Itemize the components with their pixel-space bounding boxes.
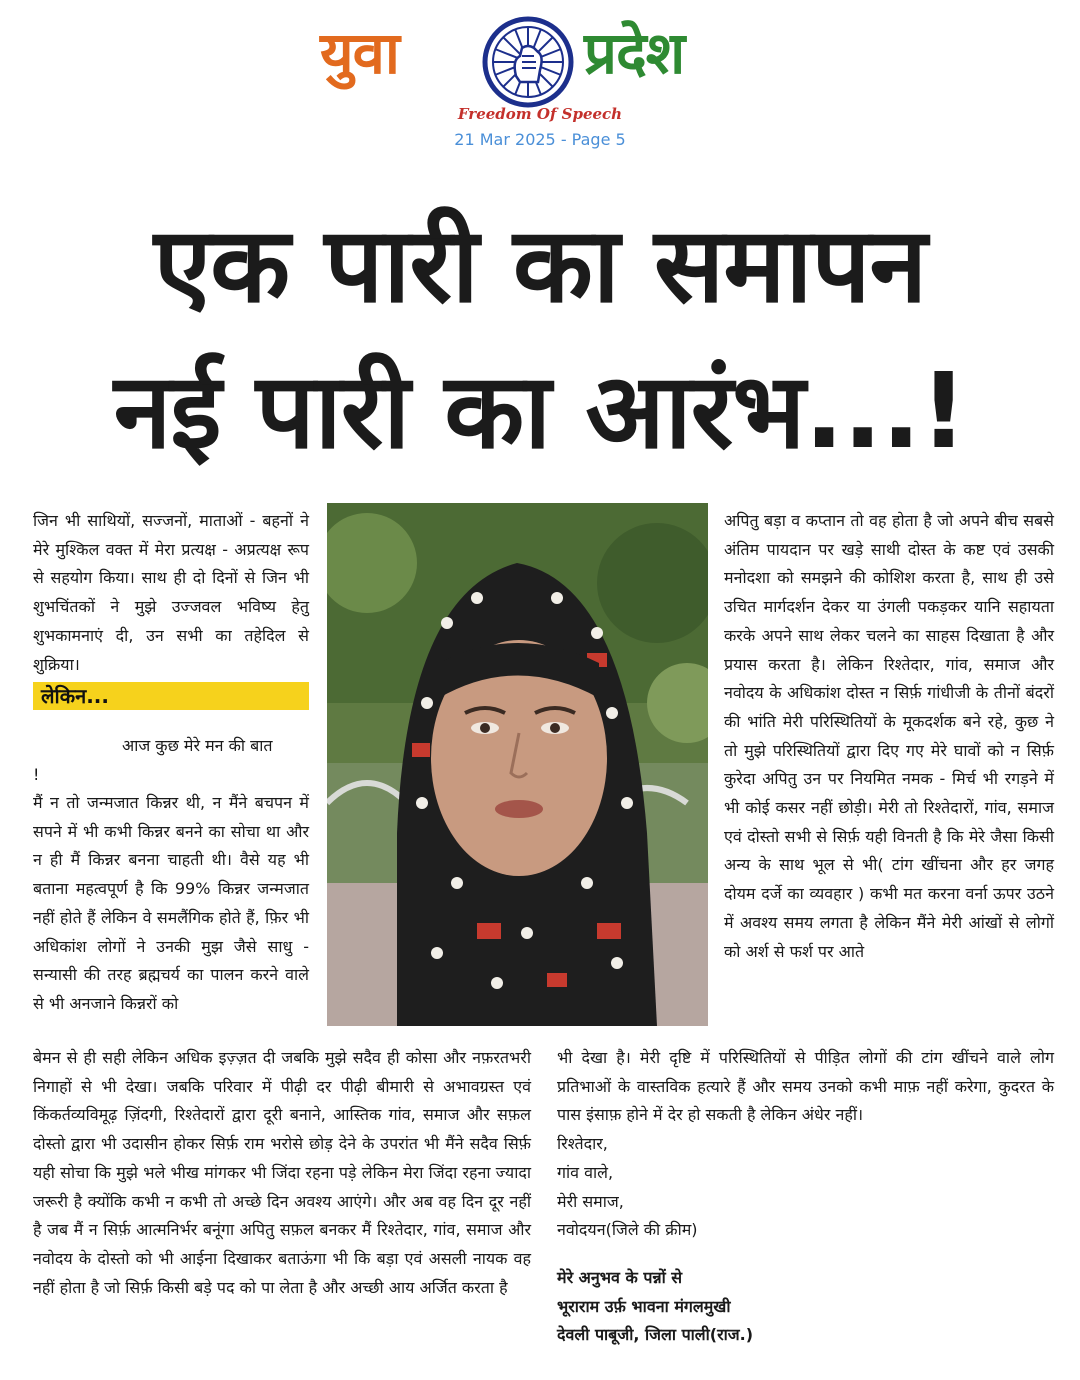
brand-name-right: प्रदेश [584, 19, 685, 87]
page-info: 21 Mar 2025 - Page 5 [454, 130, 626, 149]
intro-paragraph: जिन भी साथियों, सज्जनों, माताओं - बहनों ने मेरे मुश्किल वक्त में मेरा प्रत्यक्ष - अप्रत्यक्ष रूप से सहयोग किया। साथ ही दो दिनों से जिन भी शुभचिंतकों ने मुझे उज्जवल भविष्य हेतु शुभकामनाएं दी, उन सभी का तहेदिल से शुक्रिया। [33, 511, 309, 674]
exclamation: ! [33, 765, 40, 784]
signature-line: मेरे अनुभव के पन्नों से [557, 1268, 683, 1287]
highlight-label: लेकिन... [33, 682, 309, 710]
headline-line-2: नई पारी का आरंभ...! [113, 350, 967, 472]
wide-right-block [557, 1044, 1054, 1245]
body-paragraph: मैं न तो जन्मजात किन्नर थी, न मैंने बचपन में सपने में भी कभी किन्नर बनने का सोचा था और न ही मैं किन्नर बनना चाहती थी। वैसे यह भी बताना महत्वपूर्ण है कि 99% किन्नर जन्मजात नहीं होते हैं लेकिन वे समलैंगिक होते हैं, फ़िर भी अधिकांश लोगों ने उनकी मुझ जैसे साधु - सन्यासी की तरह ब्रह्मचर्य का पालन करने वाले से भी अनजाने किन्नरों को [33, 793, 309, 1013]
addressee-line: मेरी समाज, [557, 1191, 624, 1211]
headline [20, 192, 1060, 484]
mann-ki-baat: आज कुछ मेरे मन की बात [122, 736, 273, 755]
wide-left-paragraph: बेमन से ही सही लेकिन अधिक इज़्ज़त दी जबकि मुझे सदैव ही कोसा और नफ़रतभरी निगाहों से भी देखा। जबकि परिवार में पीढ़ी दर पीढ़ी बीमारी से अभावग्रस्त एवं किंकर्तव्यविमूढ़ ज़िंदगी, रिश्तेदारों द्वारा दूरी बनाने, आस्तिक गांव, समाज और सफ़ल दोस्तो द्वारा भी उदासीन होकर सिर्फ़ राम भरोसे छोड़ देने के उपरांत भी मैंने सदैव सिर्फ़ यही सोचा कि मुझे भले भीख मांगकर भी जिंदा रहना पड़े लेकिन मेरा जिंदा रहना ज्यादा जरूरी है क्योंकि कभी न कभी तो अच्छे दिन अवश्य आएंगे। और अब वह दिन दूर नहीं है जब मैं न सिर्फ़ आत्मनिर्भर बनूंगा अपितु सफ़ल बनकर मैं रिश्तेदार, गांव, समाज और नवोदय के दोस्तो को भी आईना दिखाकर बताऊंगा भी कि बड़ा एवं असली नायक वह नहीं होता है जो सिर्फ़ किसी बड़े पद को पा लेता है और अच्छी आय अर्जित करता है [33, 1048, 531, 1297]
addressee-line: रिश्तेदार, [557, 1134, 608, 1154]
signature-name: भूराराम उर्फ़ भावना मंगलमुखी [557, 1296, 731, 1316]
ashoka-chakra-fist-icon [482, 16, 574, 108]
wide-right-paragraph: भी देखा है। मेरी दृष्टि में परिस्थितियों से पीड़ित लोगों की टांग खींचने वाले लोग प्रतिभाओं के वास्तविक हत्यारे हैं और समय उनको कभी माफ़ नहीं करेगा, कुदरत के पास इंसाफ़ होने में देर हो सकती है लेकिन अंधेर नहीं। [557, 1048, 1054, 1125]
masthead [318, 0, 762, 130]
addressee-line: नवोदयन(जिले की क्रीम) [557, 1220, 698, 1240]
portrait-photo [327, 503, 708, 1026]
headline-line-1: एक पारी का समापन [153, 204, 927, 326]
signature-place: देवली पाबूजी, जिला पाली(राज.) [557, 1325, 754, 1345]
signature [557, 1264, 997, 1350]
left-column-body [33, 789, 309, 1019]
addressee-line: गांव वाले, [557, 1162, 614, 1182]
tagline: Freedom Of Speech [457, 105, 623, 123]
left-column-intro [33, 507, 309, 679]
right-column [724, 507, 1054, 966]
right-paragraph: अपितु बड़ा व कप्तान तो वह होता है जो अपने बीच सबसे अंतिम पायदान पर खड़े साथी दोस्त के कष्ट एवं उसकी मनोदशा को समझने की कोशिश करता है, साथ ही उसे उचित मार्गदर्शन देकर या उंगली पकड़कर यानि सहायता करके अपने साथ लेकर चलने का साहस दिखाता है और प्रयास करता है। लेकिन रिश्तेदार, गांव, समाज और नवोदय के अधिकांश दोस्त न सिर्फ़ गांधीजी के तीनों बंदरों की भांति मेरी परिस्थितियों के मूकदर्शक बने रहे, कुछ ने तो मुझे परिस्थितियों द्वारा दिए गए मेरे घावों को न सिर्फ़ कुरेदा अपितु उन पर नियमित नमक - मिर्च भी रगड़ने में भी कोई कसर नहीं छोड़ी। मेरी तो रिश्तेदारों, गांव, समाज एवं दोस्तो सभी से सिर्फ़ यही विनती है कि मेरे जैसा किसी अन्य के साथ भूल से भी( टांग खींचना और हर जगह दोयम दर्जे का व्यवहार ) कभी मत करना वर्ना ऊपर उठने में अवश्य समय लगता है लेकिन मैंने मेरी आंखों से लोगों को अर्श से फर्श पर आते [724, 511, 1054, 961]
wide-left-block [33, 1044, 531, 1302]
brand-name-left: युवा [320, 19, 399, 87]
